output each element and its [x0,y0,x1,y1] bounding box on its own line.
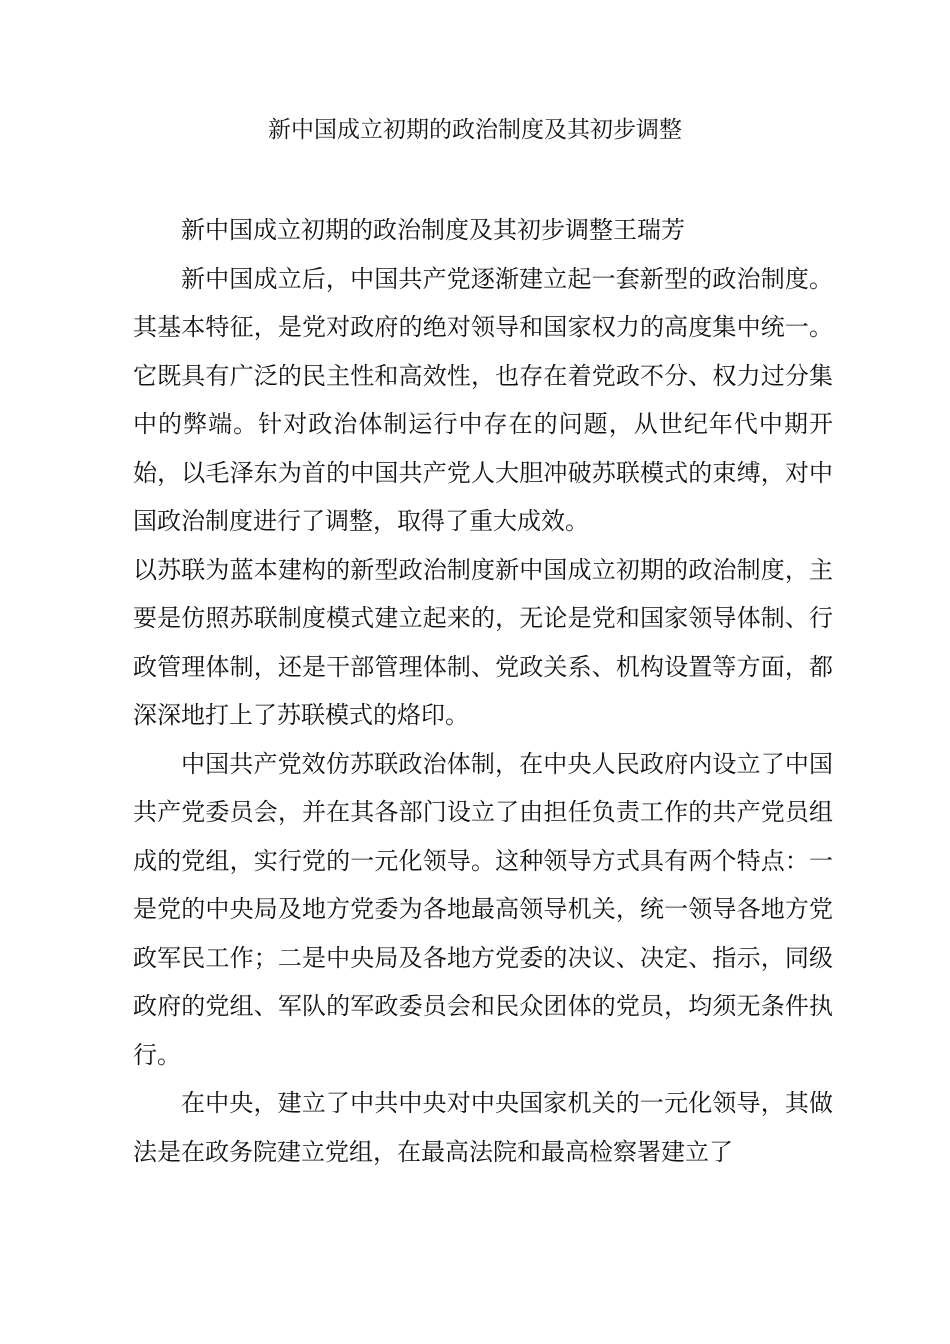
paragraph-intro: 新中国成立后，中国共产党逐渐建立起一套新型的政治制度。其基本特征，是党对政府的绝对领导和国家权力的高度集中统一。它既具有广泛的民主性和高效性，也存在着党政不分、权力过分集中的弊端。针对政治体制运行中存在的问题，从世纪年代中期开始，以毛泽东为首的中国共产党人大胆冲破苏联模式的束缚，对中国政治制度进行了调整，取得了重大成效。 [133,264,833,535]
paragraph-subtitle: 新中国成立初期的政治制度及其初步调整王瑞芳 [181,216,685,244]
paragraph-party-leadership: 中国共产党效仿苏联政治体制，在中央人民政府内设立了中国共产党委员会，并在其各部门设立了由担任负责工作的共产党员组成的党组，实行党的一元化领导。这种领导方式具有两个特点：一是党的中央局及地方党委为各地最高领导机关，统一领导各地方党政军民工作；二是中央局及各地方党委的决议、决定、指示，同级政府的党组、军队的军政委员会和民众团体的党员，均须无条件执行。 [133,749,833,1069]
document-body [133,206,833,1176]
paragraph-soviet-model: 以苏联为蓝本建构的新型政治制度新中国成立初期的政治制度，主要是仿照苏联制度模式建立起来的，无论是党和国家领导体制、行政管理体制，还是干部管理体制、党政关系、机构设置等方面，都深深地打上了苏联模式的烙印。 [133,555,833,729]
paragraph-central-organs: 在中央，建立了中共中央对中央国家机关的一元化领导，其做法是在政务院建立党组，在最高法院和最高检察署建立了 [133,1089,833,1166]
document-title: 新中国成立初期的政治制度及其初步调整 [268,117,682,143]
